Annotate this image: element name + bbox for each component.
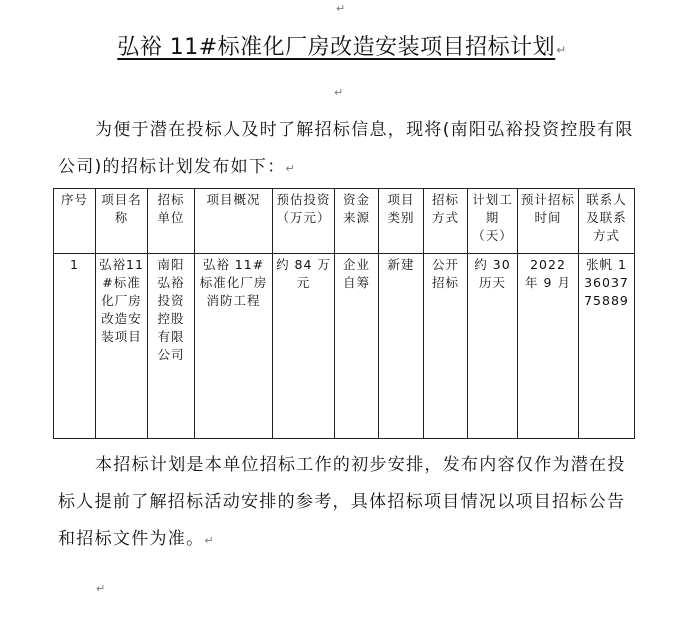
table-cell: 约 84 万元 [273,254,335,439]
header-cell: 招标方式 [424,189,468,254]
table-cell: 约 30 历天 [468,254,518,439]
document-title-line [0,30,684,61]
paragraph-mark: ↵ [556,43,567,57]
paragraph-mark: ↵ [334,86,344,99]
bid-plan-table [53,188,635,439]
table-cell: 新建 [379,254,424,439]
header-cell: 序号 [54,189,96,254]
header-cell: 预计招标时间 [518,189,579,254]
paragraph-mark: ↵ [285,162,297,175]
header-cell: 项目类别 [379,189,424,254]
intro-text: 为便于潜在投标人及时了解招标信息，现将(南阳弘裕投资控股有限公司)的招标计划发布如下： [58,120,634,177]
header-cell: 计划工期（天） [468,189,518,254]
header-cell: 联系人及联系方式 [579,189,635,254]
outro-text: 本招标计划是本单位招标工作的初步安排，发布内容仅作为潜在投标人提前了解招标活动安排的参考，具体招标项目情况以项目招标公告和招标文件为准。 [58,455,626,549]
intro-paragraph [58,112,638,187]
paragraph-mark: ↵ [336,2,346,15]
table-cell: 南阳弘裕投资控股有限公司 [148,254,195,439]
table-cell: 1 [54,254,96,439]
header-cell: 项目概况 [195,189,273,254]
header-cell: 招标单位 [148,189,195,254]
paragraph-mark: ↵ [204,534,215,547]
header-cell: 项目名称 [96,189,148,254]
table-cell: 企业自筹 [335,254,379,439]
table-cell: 2022 年 9 月 [518,254,579,439]
table-cell: 弘裕 11#标准化厂房消防工程 [195,254,273,439]
outro-paragraph [58,447,638,559]
table-cell: 张帆 13603775889 [579,254,635,439]
table-cell: 弘裕11#标准化厂房改造安装项目 [96,254,148,439]
paragraph-mark: ↵ [96,582,106,595]
table-header-row [54,189,635,254]
table-cell: 公开招标 [424,254,468,439]
header-cell: 预估投资（万元） [273,189,335,254]
document-title: 弘裕 11#标准化厂房改造安装项目招标计划 [117,35,556,60]
header-cell: 资金来源 [335,189,379,254]
table-row [54,254,635,439]
